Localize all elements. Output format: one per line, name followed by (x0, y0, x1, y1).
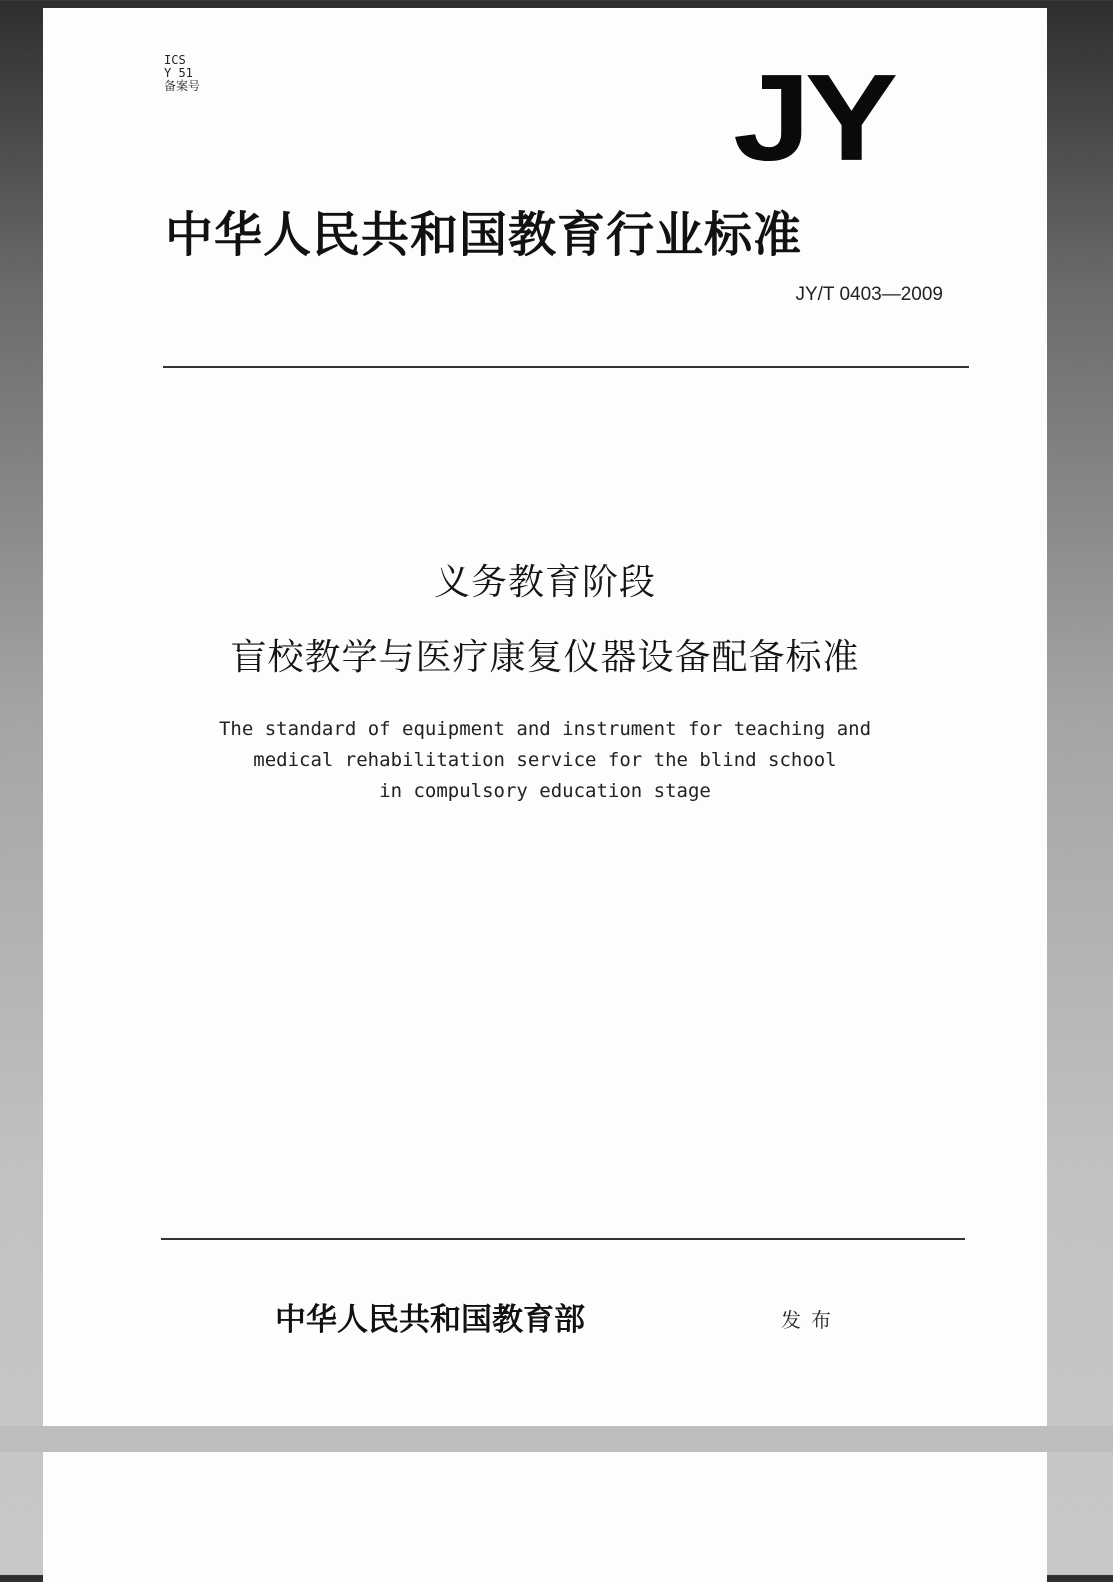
bottom-divider (161, 1238, 965, 1240)
publish-label: 发布 (781, 1308, 841, 1332)
english-title-line-3: in compulsory education stage (379, 780, 711, 802)
record-number-label: 备案号 (164, 79, 201, 93)
next-page (43, 1452, 1047, 1582)
category-code: Y 51 (164, 66, 193, 80)
document-title-line-1: 义务教育阶段 (433, 562, 656, 603)
ics-label: ICS (164, 53, 186, 67)
top-divider (163, 366, 969, 368)
classification-codes (164, 54, 200, 93)
english-title-line-1: The standard of equipment and instrument for teaching and (218, 718, 872, 740)
document-page (43, 8, 1047, 1426)
publisher-name: 中华人民共和国教育部 (275, 1302, 585, 1338)
standard-logo: JY (733, 48, 893, 187)
english-title-line-2: medical rehabilitation service for the blind school (253, 749, 837, 771)
page-gap (0, 1426, 1113, 1452)
document-title-line-2: 盲校教学与医疗康复仪器设备配备标准 (230, 637, 860, 678)
standard-category-title: 中华人民共和国教育行业标准 (165, 207, 803, 263)
document-number: JY/T 0403—2009 (795, 284, 943, 305)
english-title (43, 714, 1047, 807)
